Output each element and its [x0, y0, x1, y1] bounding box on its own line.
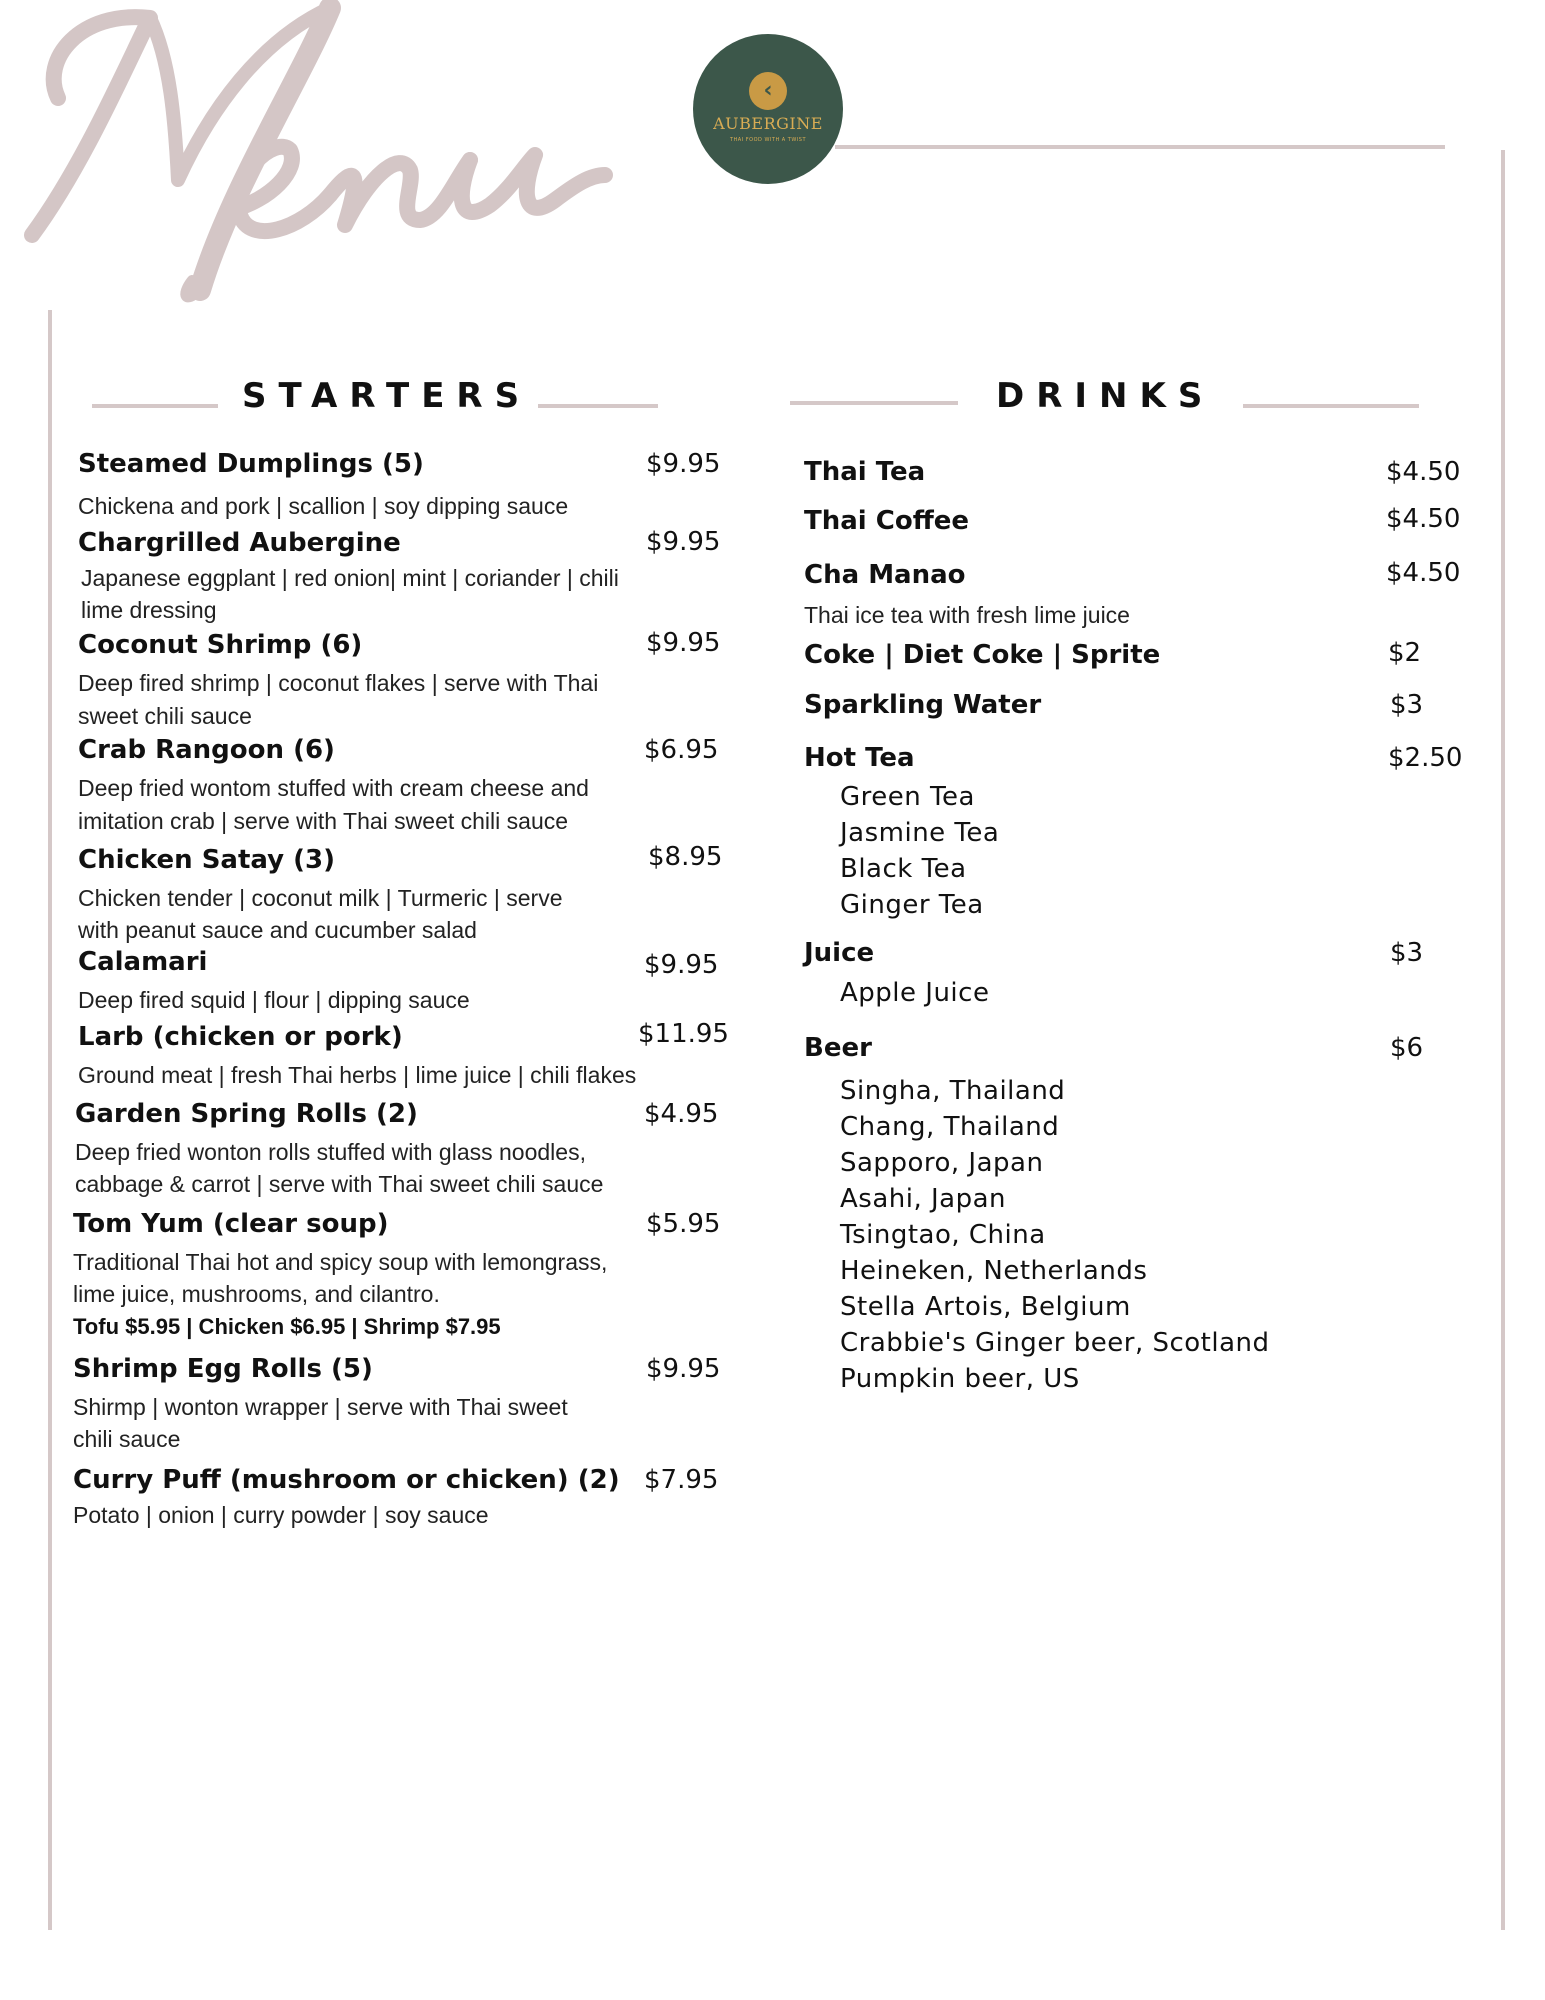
drink-price: $2	[1388, 638, 1422, 668]
drink-price: $4.50	[1386, 457, 1461, 487]
drink-list-item: Crabbie's Ginger beer, Scotland	[840, 1328, 1270, 1358]
drink-price: $3	[1390, 938, 1424, 968]
drink-list-item: Singha, Thailand	[840, 1076, 1066, 1106]
starter-name: Shrimp Egg Rolls (5)	[73, 1354, 373, 1384]
starter-name: Chicken Satay (3)	[78, 845, 336, 875]
drink-name: Beer	[804, 1033, 872, 1063]
drinks-rule-left	[790, 401, 958, 405]
logo-name: AUBERGINE	[713, 114, 823, 133]
drink-name: Thai Coffee	[804, 506, 970, 536]
starter-price: $9.95	[646, 527, 721, 557]
starter-price: $8.95	[648, 842, 723, 872]
starter-name: Tom Yum (clear soup)	[73, 1209, 389, 1239]
drink-list-item: Chang, Thailand	[840, 1112, 1060, 1142]
starters-rule-right	[538, 404, 658, 408]
starter-name: Garden Spring Rolls (2)	[75, 1099, 418, 1129]
drink-list-item: Tsingtao, China	[840, 1220, 1046, 1250]
starter-desc: with peanut sauce and cucumber salad	[78, 917, 477, 943]
starter-name: Curry Puff (mushroom or chicken) (2)	[73, 1465, 620, 1495]
starter-desc: Deep fried wonton rolls stuffed with glass noodles,	[75, 1139, 586, 1165]
starter-desc: Ground meat | fresh Thai herbs | lime juice | chili flakes	[78, 1062, 637, 1088]
drink-name: Cha Manao	[804, 560, 966, 590]
logo-tagline: THAI FOOD WITH A TWIST	[729, 137, 807, 143]
menu-script-title	[0, 0, 640, 320]
starter-name: Chargrilled Aubergine	[78, 528, 401, 558]
starter-desc: sweet chili sauce	[78, 703, 252, 729]
starter-name: Coconut Shrimp (6)	[78, 630, 363, 660]
starter-desc: Deep fired squid | flour | dipping sauce	[78, 987, 470, 1013]
drinks-rule-right	[1243, 404, 1419, 408]
drink-list-item: Green Tea	[840, 782, 975, 812]
starter-desc: Deep fired shrimp | coconut flakes | serve with Thai	[78, 670, 599, 696]
starter-price: $7.95	[644, 1465, 719, 1495]
drink-list-item: Ginger Tea	[840, 890, 984, 920]
drink-price: $4.50	[1386, 558, 1461, 588]
starter-price: $9.95	[646, 1354, 721, 1384]
starter-name: Larb (chicken or pork)	[78, 1022, 403, 1052]
starter-desc: Potato | onion | curry powder | soy sauce	[73, 1502, 489, 1528]
starter-desc: Traditional Thai hot and spicy soup with lemongrass,	[73, 1249, 608, 1275]
drink-name: Hot Tea	[804, 743, 915, 773]
starter-name: Crab Rangoon (6)	[78, 735, 335, 765]
drink-price: $2.50	[1388, 743, 1463, 773]
starter-desc: Shirmp | wonton wrapper | serve with Thai sweet	[73, 1394, 568, 1420]
frame-left-line	[48, 310, 52, 1930]
starter-desc: cabbage & carrot | serve with Thai sweet chili sauce	[75, 1171, 604, 1197]
starters-heading: STARTERS	[242, 376, 532, 416]
starter-name: Calamari	[78, 947, 208, 977]
starter-price: $9.95	[646, 628, 721, 658]
drink-list-item: Pumpkin beer, US	[840, 1364, 1080, 1394]
frame-top-line	[835, 145, 1445, 149]
leaf-icon: ‹	[749, 72, 787, 110]
drink-price: $6	[1390, 1033, 1424, 1063]
starter-price: $4.95	[644, 1099, 719, 1129]
tom-yum-options: Tofu $5.95 | Chicken $6.95 | Shrimp $7.95	[73, 1314, 501, 1339]
starter-price: $5.95	[646, 1209, 721, 1239]
drink-list-item: Asahi, Japan	[840, 1184, 1007, 1214]
starter-desc: imitation crab | serve with Thai sweet chili sauce	[78, 808, 569, 834]
aubergine-logo	[693, 34, 843, 184]
drink-name: Sparkling Water	[804, 690, 1042, 720]
drink-name: Coke | Diet Coke | Sprite	[804, 640, 1161, 670]
drink-list-item: Jasmine Tea	[840, 818, 1000, 848]
frame-right-line	[1501, 150, 1505, 1930]
starter-desc: lime dressing	[81, 597, 217, 623]
starter-name: Steamed Dumplings (5)	[78, 449, 424, 479]
drink-price: $3	[1390, 690, 1424, 720]
starter-price: $6.95	[644, 735, 719, 765]
starter-price: $9.95	[646, 449, 721, 479]
drink-desc: Thai ice tea with fresh lime juice	[804, 602, 1130, 628]
drink-list-item: Black Tea	[840, 854, 967, 884]
starter-price: $11.95	[638, 1019, 729, 1049]
drink-price: $4.50	[1386, 504, 1461, 534]
starter-desc: Chicken tender | coconut milk | Turmeric | serve	[78, 885, 563, 911]
starters-rule-left	[92, 404, 218, 408]
starter-desc: Chickena and pork | scallion | soy dipping sauce	[78, 493, 569, 519]
drink-name: Thai Tea	[804, 457, 926, 487]
starter-desc: lime juice, mushrooms, and cilantro.	[73, 1281, 440, 1307]
drink-list-item: Sapporo, Japan	[840, 1148, 1044, 1178]
drink-name: Juice	[804, 938, 875, 968]
drink-list-item: Heineken, Netherlands	[840, 1256, 1148, 1286]
starter-desc: Japanese eggplant | red onion| mint | coriander | chili	[81, 565, 619, 591]
starter-price: $9.95	[644, 950, 719, 980]
drink-list-item: Apple Juice	[840, 978, 990, 1008]
drink-list-item: Stella Artois, Belgium	[840, 1292, 1131, 1322]
drinks-heading: DRINKS	[996, 376, 1215, 416]
starter-desc: Deep fried wontom stuffed with cream cheese and	[78, 775, 589, 801]
starter-desc: chili sauce	[73, 1426, 181, 1452]
